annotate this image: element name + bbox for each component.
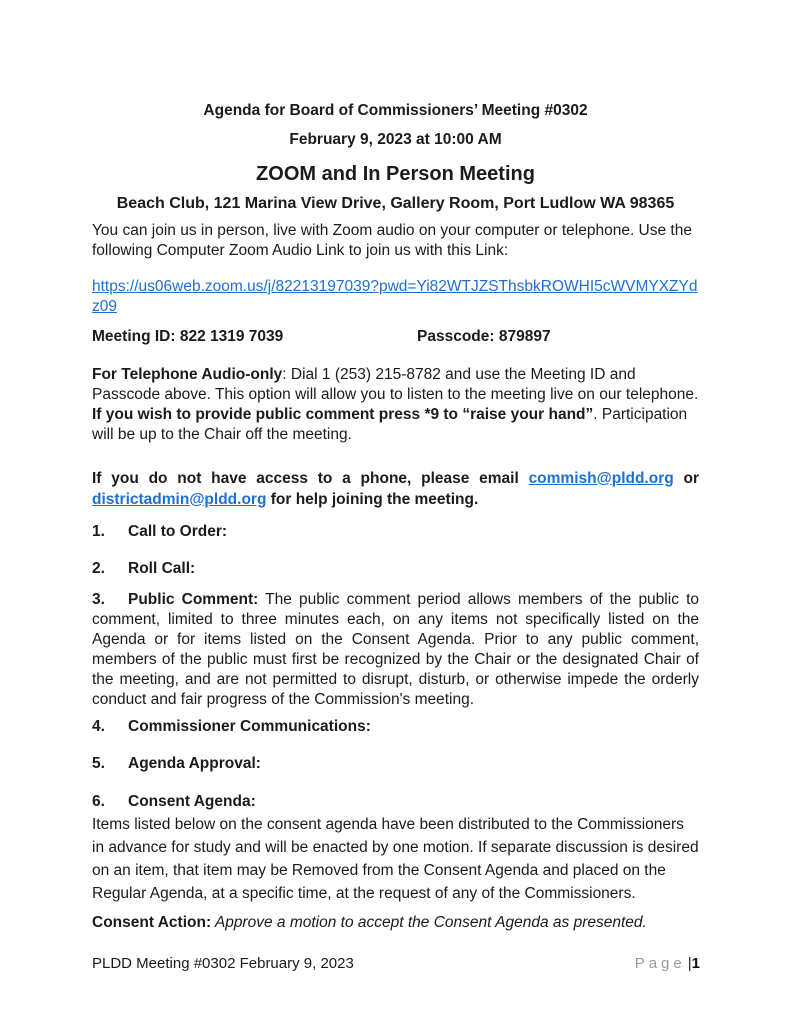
email-help-text-1: If you do not have access to a phone, please email xyxy=(92,469,529,487)
item-label: Roll Call: xyxy=(128,560,196,577)
item-number: 5. xyxy=(92,755,105,772)
agenda-item-public-comment xyxy=(92,590,699,710)
zoom-meeting-link[interactable]: https://us06web.zoom.us/j/82213197039?pwd=Yi82WTJZSThsbkROWHI5cWVMYXZYdz09 xyxy=(92,278,698,315)
item-label: Public Comment: xyxy=(128,590,259,608)
item-number: 6. xyxy=(92,792,105,810)
doc-title: Agenda for Board of Commissioners’ Meeting #0302 xyxy=(203,102,588,119)
footer-page-separator: | xyxy=(687,955,692,972)
email-help-paragraph xyxy=(92,468,699,510)
doc-datetime: February 9, 2023 at 10:00 AM xyxy=(289,130,502,148)
consent-action-label: Consent Action: xyxy=(92,914,212,931)
item-label: Commissioner Communications: xyxy=(128,717,371,735)
item-number: 4. xyxy=(92,717,105,735)
commish-email-link[interactable]: commish@pldd.org xyxy=(528,469,674,487)
join-instructions-paragraph: You can join us in person, live with Zoom audio on your computer or telephone. Use the following Computer Zoom Audio Link to join us with this Link: xyxy=(92,222,692,259)
agenda-item-commissioner-communications xyxy=(92,717,699,737)
telephone-text-1: : Dial 1 (253) 215-8782 and use the Meeting ID and Passcode above. This option will allow you to listen to the meeting live on our telephone. xyxy=(92,365,699,403)
item-label: Agenda Approval: xyxy=(128,755,261,772)
zoom-link-paragraph xyxy=(92,277,699,316)
telephone-emphasis-bold: If you wish to provide public comment press *9 to “raise your hand” xyxy=(92,405,594,423)
telephone-instructions-paragraph xyxy=(92,365,699,445)
agenda-item-roll-call xyxy=(92,559,699,579)
consent-action-line xyxy=(92,913,699,933)
meeting-type-heading: ZOOM and In Person Meeting xyxy=(256,163,535,185)
meeting-id-text: Meeting ID: 822 1319 7039 xyxy=(92,328,284,345)
telephone-text-2: . Participation will be up to the Chair off the meeting. xyxy=(92,405,688,443)
meeting-credentials-row xyxy=(92,327,699,347)
item-label: Call to Order: xyxy=(128,522,228,540)
agenda-item-call-to-order xyxy=(92,522,699,542)
footer-page-word: Page xyxy=(634,955,686,972)
item-number: 1. xyxy=(92,522,105,540)
agenda-item-consent-agenda xyxy=(92,792,699,812)
passcode-text: Passcode: 879897 xyxy=(417,328,551,345)
consent-agenda-description: Items listed below on the consent agenda have been distributed to the Commissioners in advance for study and will be enacted by one motion. If separate discussion is desired on an item, that item may be Removed from the Consent Agenda and placed on the Regular Agenda, at a specific time, at the request of any of the Commissioners. xyxy=(92,816,699,902)
item-number: 2. xyxy=(92,560,105,577)
meeting-location: Beach Club, 121 Marina View Drive, Gallery Room, Port Ludlow WA 98365 xyxy=(116,195,675,212)
agenda-item-agenda-approval xyxy=(92,754,699,774)
item-number: 3. xyxy=(92,590,105,608)
page-footer xyxy=(92,955,700,972)
consent-action-text: Approve a motion to accept the Consent Agenda as presented. xyxy=(211,914,647,931)
public-comment-text: The public comment period allows members of the public to comment, limited to three minutes each, on any items not specifically listed on the Agenda or for items listed on the Consent Agenda. Prior to any public comment, members of the public must first be recognized by the Chair or the designated Chair of the meeting, and are not permitted to disrupt, disturb, or otherwise impede the orderly conduct and fair progress of the Commission's meeting. xyxy=(92,590,700,708)
footer-page-number: 1 xyxy=(691,955,700,972)
footer-doc-reference: PLDD Meeting #0302 February 9, 2023 xyxy=(92,955,354,972)
telephone-lead-bold: For Telephone Audio-only xyxy=(92,365,283,383)
email-help-text-2: or xyxy=(673,469,699,487)
districtadmin-email-link[interactable]: districtadmin@pldd.org xyxy=(92,490,267,508)
footer-page-indicator xyxy=(635,955,700,972)
item-label: Consent Agenda: xyxy=(128,792,256,810)
email-help-text-3: for help joining the meeting. xyxy=(266,490,479,508)
